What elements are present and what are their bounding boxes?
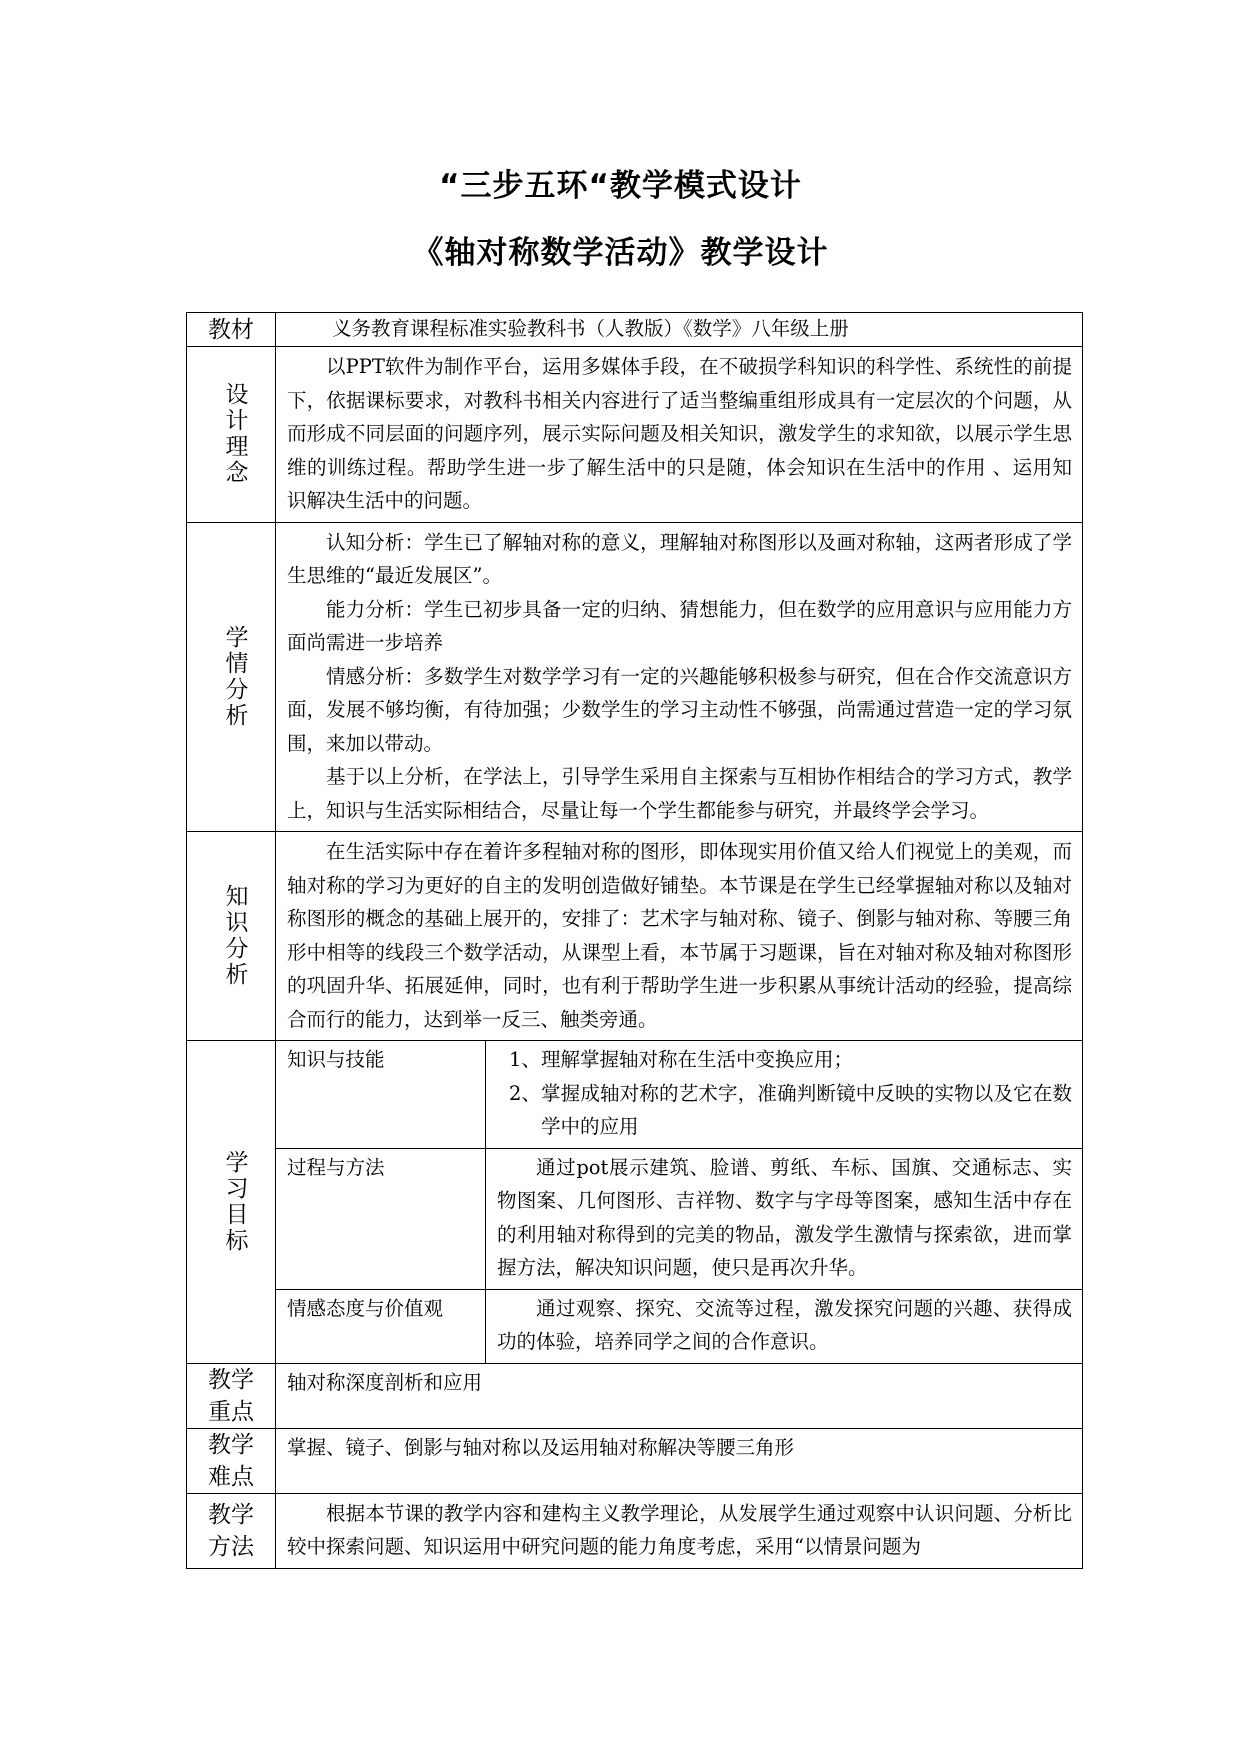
knowledge-skills-label: 知识与技能	[276, 1041, 486, 1149]
knowledge-analysis-label: 知 识 分 析	[187, 832, 276, 1041]
table-row-difficulties	[187, 1428, 1083, 1493]
table-row-methods	[187, 1493, 1083, 1568]
table-row-knowledge-analysis	[187, 832, 1083, 1041]
student-analysis-label: 学 情 分 析	[187, 522, 276, 832]
textbook-label: 教材	[187, 313, 276, 347]
table-row-student-analysis	[187, 522, 1083, 832]
lesson-plan-table	[186, 312, 1083, 1569]
textbook-value: 义务教育课程标准实验教科书（人教版）《数学》八年级上册	[276, 313, 1083, 347]
document-subtitle: 《轴对称数学活动》教学设计	[412, 235, 829, 271]
design-concept-content: 以PPT软件为制作平台，运用多媒体手段，在不破损学科知识的科学性、系统性的前提下，依据课标要求，对教科书相关内容进行了适当整编重组形成具有一定层次的个问题，从而形成不同层面的问题序列，展示实际问题及相关知识，激发学生的求知欲，以展示学生思维的训练过程。帮助学生进一步了解生活中的只是随，体会知识在生活中的作用 、运用知识解决生活中的问题。	[276, 347, 1083, 523]
document-title: “三步五环“教学模式设计	[439, 168, 802, 204]
list-item: 2、 掌握成轴对称的艺术字，准确判断镜中反映的实物以及它在数学中的应用	[509, 1081, 1073, 1138]
process-methods-content: 通过pot展示建筑、脸谱、剪纸、车标、国旗、交通标志、实物图案、几何图形、吉祥物、数字与字母等图案，感知生活中存在的利用轴对称得到的完美的物品，激发学生激情与探索欲，进而掌握方法，解决知识问题，使只是再次升华。	[486, 1148, 1083, 1289]
difficulties-value: 掌握、镜子、倒影与轴对称以及运用轴对称解决等腰三角形	[276, 1428, 1083, 1493]
student-analysis-content: 认知分析：学生已了解轴对称的意义，理解轴对称图形以及画对称轴，这两者形成了学生思维的“最近发展区”。 能力分析：学生已初步具备一定的归纳、猜想能力，但在数学的应用意识与应用能力方面尚需进一步培养 情感分析：多数学生对数学学习有一定的兴趣能够积极参与研究，但在合作交流意识方面，发展不够均衡，有待加强；少数学生的学习主动性不够强，尚需通过营造一定的学习氛围，来加以带动。 基于以上分析，在学法上，引导学生采用自主探索与互相协作相结合的学习方式，教学上，知识与生活实际相结合，尽量让每一个学生都能参与研究，并最终学会学习。	[276, 522, 1083, 832]
methods-label: 教学 方法	[187, 1493, 276, 1568]
knowledge-skills-content	[486, 1041, 1083, 1149]
process-methods-label: 过程与方法	[276, 1148, 486, 1289]
design-concept-label: 设 计 理 念	[187, 347, 276, 523]
table-row-key-points	[187, 1363, 1083, 1428]
table-row-design-concept	[187, 347, 1083, 523]
difficulties-label: 教学 难点	[187, 1428, 276, 1493]
table-row-goal-knowledge-skills	[187, 1041, 1083, 1149]
table-row-textbook	[187, 313, 1083, 347]
table-row-goal-process-methods	[187, 1148, 1083, 1289]
methods-content: 根据本节课的教学内容和建构主义教学理论，从发展学生通过观察中认识问题、分析比较中探索问题、知识运用中研究问题的能力角度考虑，采用“以情景问题为	[276, 1493, 1083, 1568]
attitude-values-content: 通过观察、探究、交流等过程，激发探究问题的兴趣、获得成功的体验，培养同学之间的合作意识。	[486, 1289, 1083, 1363]
table-row-goal-attitude-values	[187, 1289, 1083, 1363]
list-item: 1、 理解掌握轴对称在生活中变换应用；	[509, 1048, 854, 1071]
key-points-value: 轴对称深度剖析和应用	[276, 1363, 1083, 1428]
attitude-values-label: 情感态度与价值观	[276, 1289, 486, 1363]
learning-goals-label: 学 习 目 标	[187, 1041, 276, 1364]
key-points-label: 教学 重点	[187, 1363, 276, 1428]
knowledge-analysis-content: 在生活实际中存在着许多程轴对称的图形，即体现实用价值又给人们视觉上的美观，而轴对称的学习为更好的自主的发明创造做好铺垫。本节课是在学生已经掌握轴对称以及轴对称图形的概念的基础上展开的，安排了：艺术字与轴对称、镜子、倒影与轴对称、等腰三角形中相等的线段三个数学活动，从课型上看，本节属于习题课，旨在对轴对称及轴对称图形的巩固升华、拓展延伸，同时，也有利于帮助学生进一步积累从事统计活动的经验，提高综合而行的能力，达到举一反三、触类旁通。	[276, 832, 1083, 1041]
